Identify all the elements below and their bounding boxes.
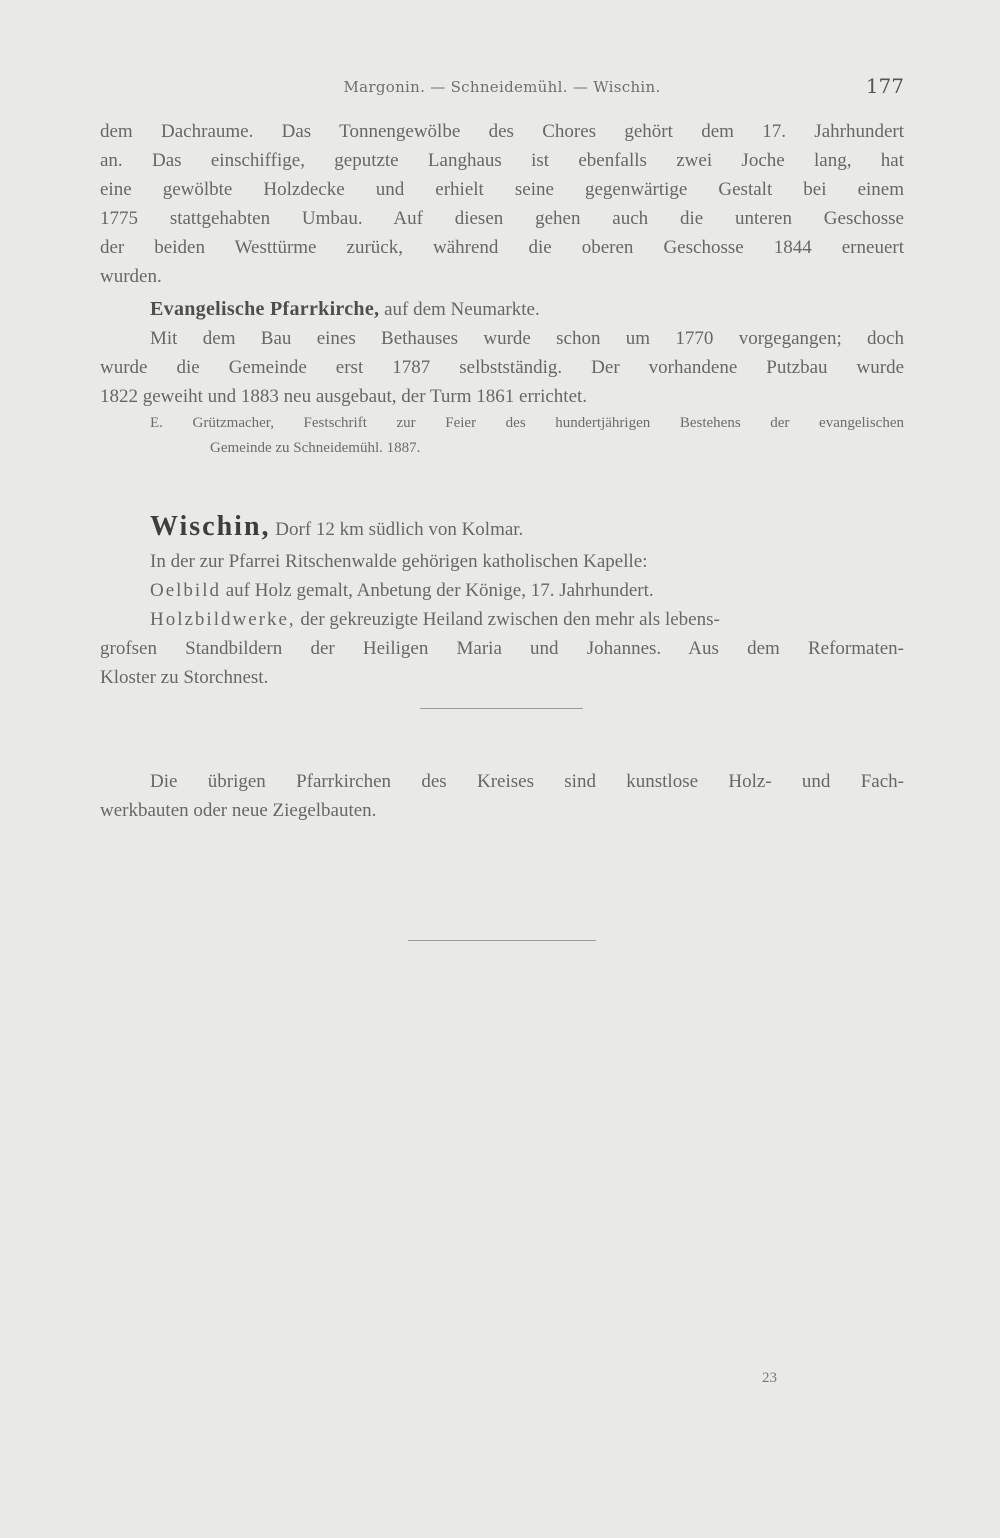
section-heading bbox=[100, 510, 904, 547]
section-title: Wischin, bbox=[150, 511, 271, 542]
paragraph-closing bbox=[100, 767, 904, 825]
citation-line: Gemeinde zu Schneidemühl. 1887. bbox=[210, 440, 421, 456]
citation-line: E. Grützmacher, Festschrift zur Feier des hundertjährigen Bestehens der evangelischen bbox=[150, 415, 904, 431]
section-heading bbox=[100, 295, 904, 324]
section-title: Evangelische Pfarrkirche, bbox=[150, 298, 380, 320]
text-line: grofsen Standbildern der Heiligen Maria und Johannes. Aus dem Reformaten- bbox=[100, 638, 904, 659]
text-line: wurde die Gemeinde erst 1787 selbstständig. Der vorhandene Putzbau wurde bbox=[100, 357, 904, 378]
page-number: 177 bbox=[865, 74, 904, 98]
item-text: der gekreuzigte Heiland zwischen den mehr als lebens- bbox=[295, 609, 720, 630]
text-line: wurden. bbox=[100, 266, 162, 287]
text-line: an. Das einschiffige, geputzte Langhaus ist ebenfalls zwei Joche lang, hat bbox=[100, 150, 904, 171]
item-label: Holzbildwerke, bbox=[150, 609, 296, 630]
text-line: werkbauten oder neue Ziegelbauten. bbox=[100, 800, 377, 821]
end-divider bbox=[408, 940, 596, 941]
text-line: Kloster zu Storchnest. bbox=[100, 667, 269, 688]
text-line bbox=[100, 605, 904, 634]
page-header bbox=[100, 74, 904, 104]
section-title-rest: auf dem Neumarkte. bbox=[379, 299, 540, 320]
section-divider bbox=[420, 708, 583, 709]
text-line: dem Dachraume. Das Tonnengewölbe des Chores gehört dem 17. Jahrhundert bbox=[100, 121, 904, 142]
text-line: In der zur Pfarrei Ritschenwalde gehörigen katholischen Kapelle: bbox=[150, 551, 648, 572]
running-title: Margonin. — Schneidemühl. — Wischin. bbox=[343, 78, 661, 96]
section-wischin bbox=[100, 510, 904, 692]
item-text: auf Holz gemalt, Anbetung der Könige, 17. Jahrhundert. bbox=[221, 580, 654, 601]
text-line: Mit dem Bau eines Bethauses wurde schon um 1770 vorgegangen; doch bbox=[150, 328, 904, 349]
item-label: Oelbild bbox=[150, 580, 221, 601]
section-title-rest: Dorf 12 km südlich von Kolmar. bbox=[270, 519, 524, 540]
text-line bbox=[100, 576, 904, 605]
text-line: 1822 geweiht und 1883 neu ausgebaut, der Turm 1861 errichtet. bbox=[100, 386, 588, 407]
text-line: eine gewölbte Holzdecke und erhielt seine gegenwärtige Gestalt bei einem bbox=[100, 179, 904, 200]
paragraph-chor bbox=[100, 117, 904, 291]
text-line: 1775 stattgehabten Umbau. Auf diesen gehen auch die unteren Geschosse bbox=[100, 208, 904, 229]
text-line: Die übrigen Pfarrkirchen des Kreises sind kunstlose Holz- und Fach- bbox=[150, 771, 904, 792]
signature-mark: 23 bbox=[762, 1370, 777, 1386]
citation bbox=[150, 411, 904, 461]
text-line: der beiden Westtürme zurück, während die oberen Geschosse 1844 erneuert bbox=[100, 237, 904, 258]
section-evangelische-pfarrkirche bbox=[100, 295, 904, 411]
